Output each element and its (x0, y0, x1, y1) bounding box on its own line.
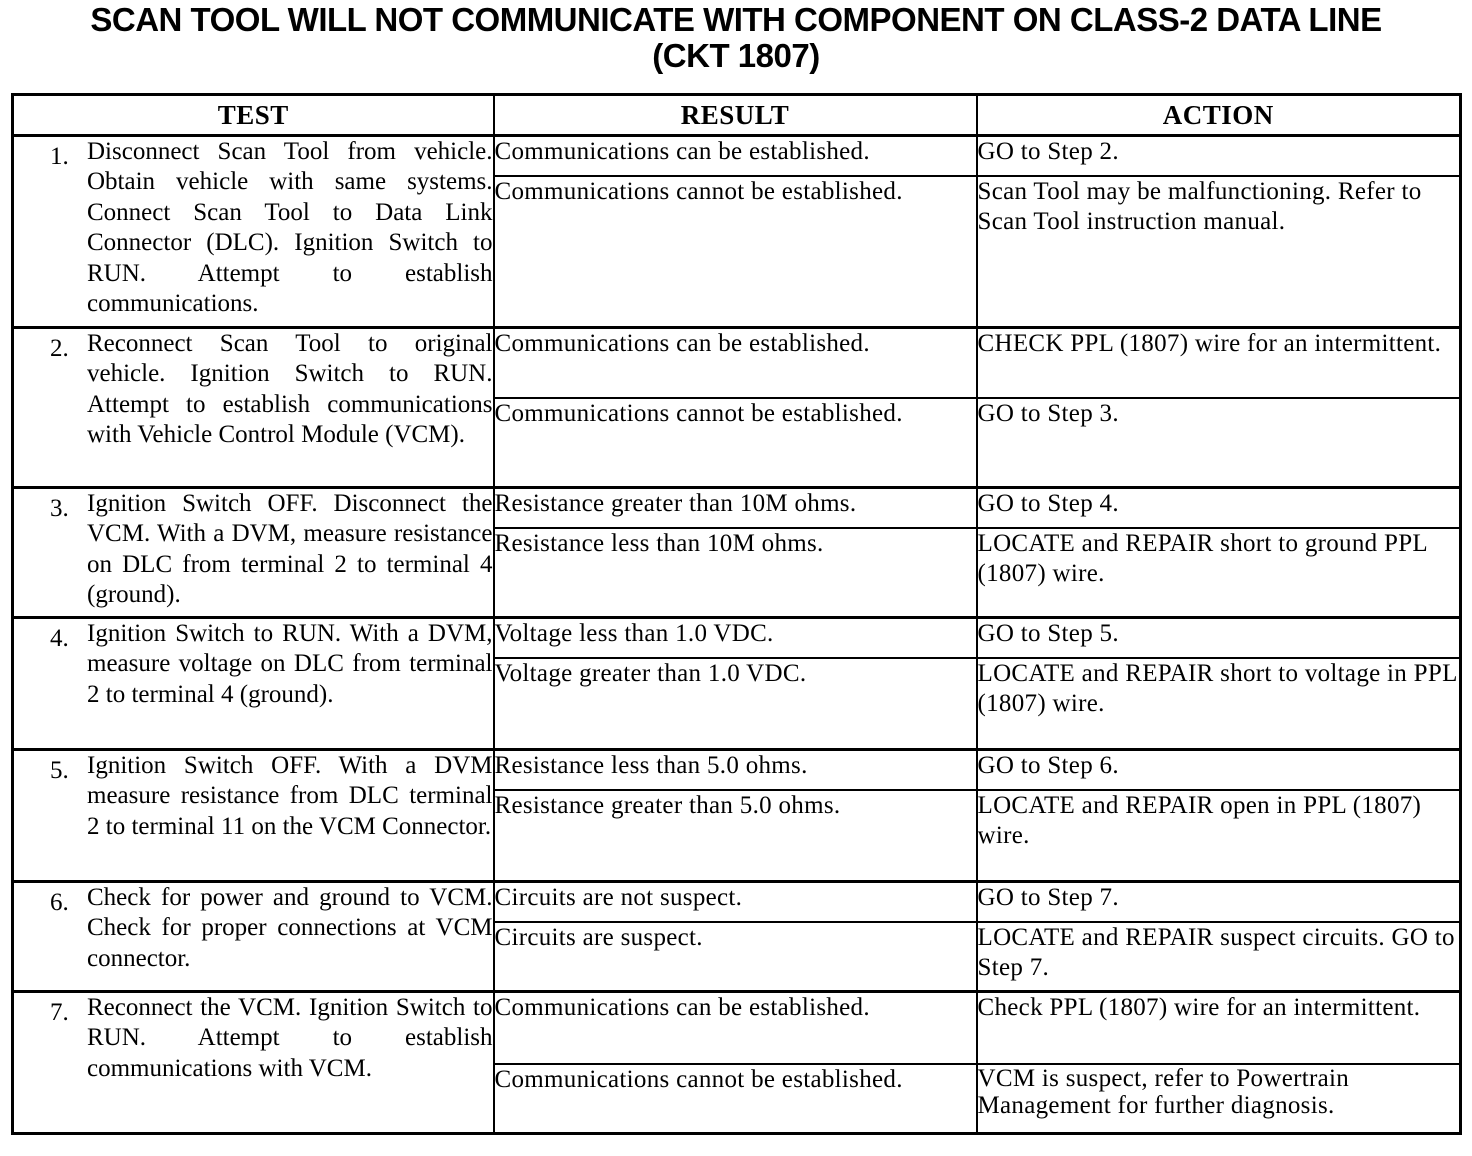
action-cell: Scan Tool may be malfunctioning. Refer to Scan Tool instruction manual. (977, 176, 1461, 328)
result-cell: Communications cannot be established. (494, 398, 977, 488)
page-title (0, 2, 1472, 74)
step-1-test (13, 136, 494, 328)
result-cell: Communications cannot be established. (494, 1064, 977, 1134)
step-2-test (13, 328, 494, 488)
header-result: RESULT (494, 95, 977, 136)
step-number: 6. (50, 889, 69, 916)
result-cell: Resistance greater than 5.0 ohms. (494, 790, 977, 882)
result-cell: Circuits are not suspect. (494, 882, 977, 922)
action-cell: GO to Step 6. (977, 750, 1461, 790)
action-cell: LOCATE and REPAIR short to ground PPL (1807) wire. (977, 528, 1461, 618)
step-3-row-a (13, 488, 1461, 528)
title-line-2: (CKT 1807) (652, 37, 820, 74)
action-cell: GO to Step 5. (977, 618, 1461, 658)
step-5-row-a (13, 750, 1461, 790)
header-row (13, 95, 1461, 136)
action-cell: GO to Step 2. (977, 136, 1461, 176)
result-cell: Resistance less than 5.0 ohms. (494, 750, 977, 790)
step-test-text: Reconnect Scan Tool to original vehicle. Ignition Switch to RUN. Attempt to establish communications with Vehicle Control Module (VCM). (87, 330, 493, 449)
result-cell: Communications can be established. (494, 136, 977, 176)
step-6-test (13, 882, 494, 992)
action-cell: CHECK PPL (1807) wire for an intermittent. (977, 328, 1461, 398)
action-cell: LOCATE and REPAIR open in PPL (1807) wire. (977, 790, 1461, 882)
result-cell: Voltage greater than 1.0 VDC. (494, 658, 977, 750)
step-7-test (13, 992, 494, 1134)
action-cell: GO to Step 3. (977, 398, 1461, 488)
step-number: 4. (50, 625, 69, 652)
step-test-text: Ignition Switch OFF. Disconnect the VCM. With a DVM, measure resistance on DLC from terminal 2 to terminal 4 (ground). (87, 490, 493, 609)
step-5-test (13, 750, 494, 882)
step-test-text: Check for power and ground to VCM. Check for proper connections at VCM connector. (87, 884, 493, 972)
step-3-test (13, 488, 494, 618)
step-6-row-a (13, 882, 1461, 922)
action-cell: VCM is suspect, refer to Powertrain Management for further diagnosis. (977, 1064, 1461, 1134)
action-cell: LOCATE and REPAIR short to voltage in PPL (1807) wire. (977, 658, 1461, 750)
diagnostic-table (11, 93, 1462, 1135)
step-test-text: Ignition Switch OFF. With a DVM measure resistance from DLC terminal 2 to terminal 11 on the VCM Connector. (87, 752, 493, 840)
title-line-1: SCAN TOOL WILL NOT COMMUNICATE WITH COMPONENT ON CLASS-2 DATA LINE (90, 1, 1382, 38)
step-number: 7. (50, 999, 69, 1026)
result-cell: Resistance less than 10M ohms. (494, 528, 977, 618)
step-4-test (13, 618, 494, 750)
result-cell: Resistance greater than 10M ohms. (494, 488, 977, 528)
step-4-row-a (13, 618, 1461, 658)
step-test-text: Reconnect the VCM. Ignition Switch to RUN. Attempt to establish communications with VCM. (87, 994, 493, 1082)
step-test-text: Ignition Switch to RUN. With a DVM, measure voltage on DLC from terminal 2 to terminal 4 (ground). (87, 620, 493, 708)
step-number: 3. (50, 495, 69, 522)
step-number: 5. (50, 757, 69, 784)
action-cell: GO to Step 4. (977, 488, 1461, 528)
action-cell: GO to Step 7. (977, 882, 1461, 922)
step-number: 1. (50, 143, 69, 170)
step-7-row-a (13, 992, 1461, 1064)
result-cell: Communications can be established. (494, 992, 977, 1064)
step-1-row-a (13, 136, 1461, 176)
result-cell: Voltage less than 1.0 VDC. (494, 618, 977, 658)
step-2-row-a (13, 328, 1461, 398)
result-cell: Communications can be established. (494, 328, 977, 398)
header-test: TEST (13, 95, 494, 136)
step-number: 2. (50, 335, 69, 362)
result-cell: Circuits are suspect. (494, 922, 977, 992)
step-test-text: Disconnect Scan Tool from vehicle. Obtain vehicle with same systems. Connect Scan Tool to Data Link Connector (DLC). Ignition Switch to RUN. Attempt to establish communications. (87, 138, 493, 318)
action-cell: Check PPL (1807) wire for an intermittent. (977, 992, 1461, 1064)
result-cell: Communications cannot be established. (494, 176, 977, 328)
header-action: ACTION (977, 95, 1461, 136)
action-cell: LOCATE and REPAIR suspect circuits. GO to Step 7. (977, 922, 1461, 992)
